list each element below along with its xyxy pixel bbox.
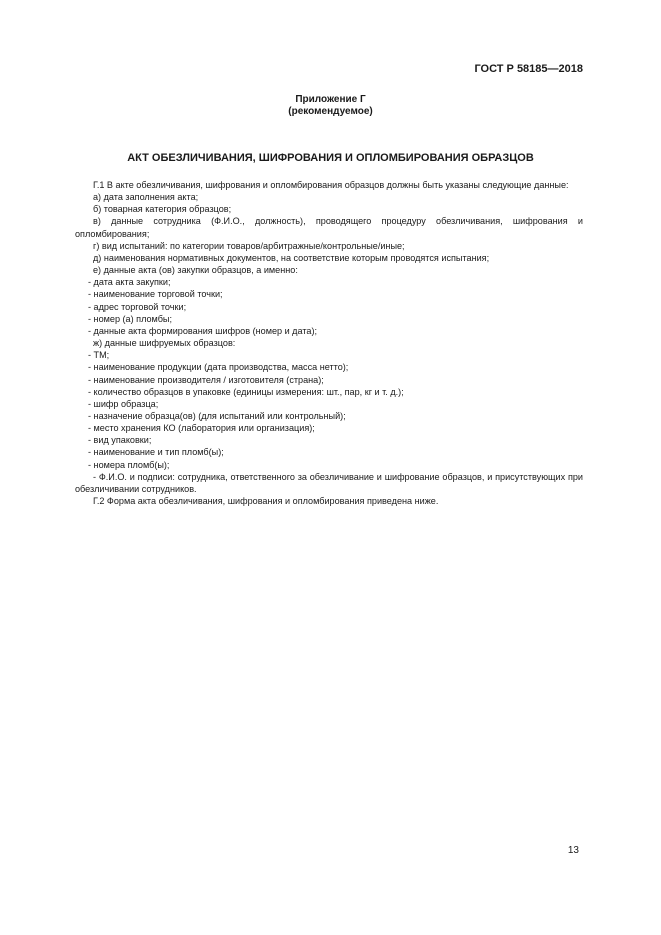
- sub-item: - номер (а) пломбы;: [88, 313, 172, 324]
- list-item-d: д) наименования нормативных документов, на соответствие которым проводятся испытания;: [93, 252, 490, 263]
- sub-item: - шифр образца;: [88, 398, 159, 409]
- list-item-zh: ж) данные шифруемых образцов:: [93, 338, 236, 349]
- sub-item: - ТМ;: [88, 350, 110, 361]
- sub-item-fio: - Ф.И.О. и подписи: сотрудника, ответственного за обезличивание и шифрование образцов, и присутствующих при обезличивании сотрудников.: [75, 471, 583, 494]
- sub-item: - наименование и тип пломб(ы);: [88, 447, 224, 458]
- appendix-subtitle: (рекомендуемое): [288, 106, 373, 117]
- paragraph-g1: Г.1 В акте обезличивания, шифрования и опломбирования образцов должны быть указаны следующие данные:: [93, 180, 569, 190]
- list-item-b: б) товарная категория образцов;: [93, 204, 232, 215]
- page-number: 13: [567, 845, 579, 856]
- sub-item: - адрес торговой точки;: [88, 301, 187, 312]
- list-item-v: в) данные сотрудника (Ф.И.О., должность), проводящего процедуру обезличивания, шифрования и опломбирования;: [75, 216, 583, 239]
- document-title: АКТ ОБЕЗЛИЧИВАНИЯ, ШИФРОВАНИЯ И ОПЛОМБИРОВАНИЯ ОБРАЗЦОВ: [127, 152, 534, 164]
- paragraph-g2: Г.2 Форма акта обезличивания, шифрования и опломбирования приведена ниже.: [93, 496, 439, 507]
- sub-item: - назначение образца(ов) (для испытаний или контрольный);: [88, 410, 346, 421]
- sub-item: - наименование продукции (дата производства, масса нетто);: [88, 362, 349, 373]
- standard-code: ГОСТ Р 58185—2018: [474, 63, 583, 75]
- sub-item: - место хранения КО (лаборатория или организация);: [88, 423, 315, 434]
- sub-item: - данные акта формирования шифров (номер и дата);: [88, 325, 318, 336]
- list-item-e: е) данные акта (ов) закупки образцов, а именно:: [93, 265, 298, 276]
- sub-item: - количество образцов в упаковке (единицы измерения: шт., пар, кг и т. д.);: [88, 386, 404, 397]
- list-item-a: а) дата заполнения акта;: [93, 192, 199, 203]
- sub-item: - номера пломб(ы);: [88, 459, 170, 470]
- sub-item: - дата акта закупки;: [88, 277, 171, 288]
- document-body: [75, 179, 583, 507]
- sub-item: - наименование производителя / изготовителя (страна);: [88, 374, 324, 385]
- list-item-g: г) вид испытаний: по категории товаров/арбитражные/контрольные/иные;: [93, 240, 405, 251]
- appendix-title: Приложение Г: [295, 94, 366, 105]
- appendix-heading: [0, 94, 661, 118]
- sub-item: - наименование торговой точки;: [88, 289, 223, 300]
- sub-item: - вид упаковки;: [88, 435, 152, 446]
